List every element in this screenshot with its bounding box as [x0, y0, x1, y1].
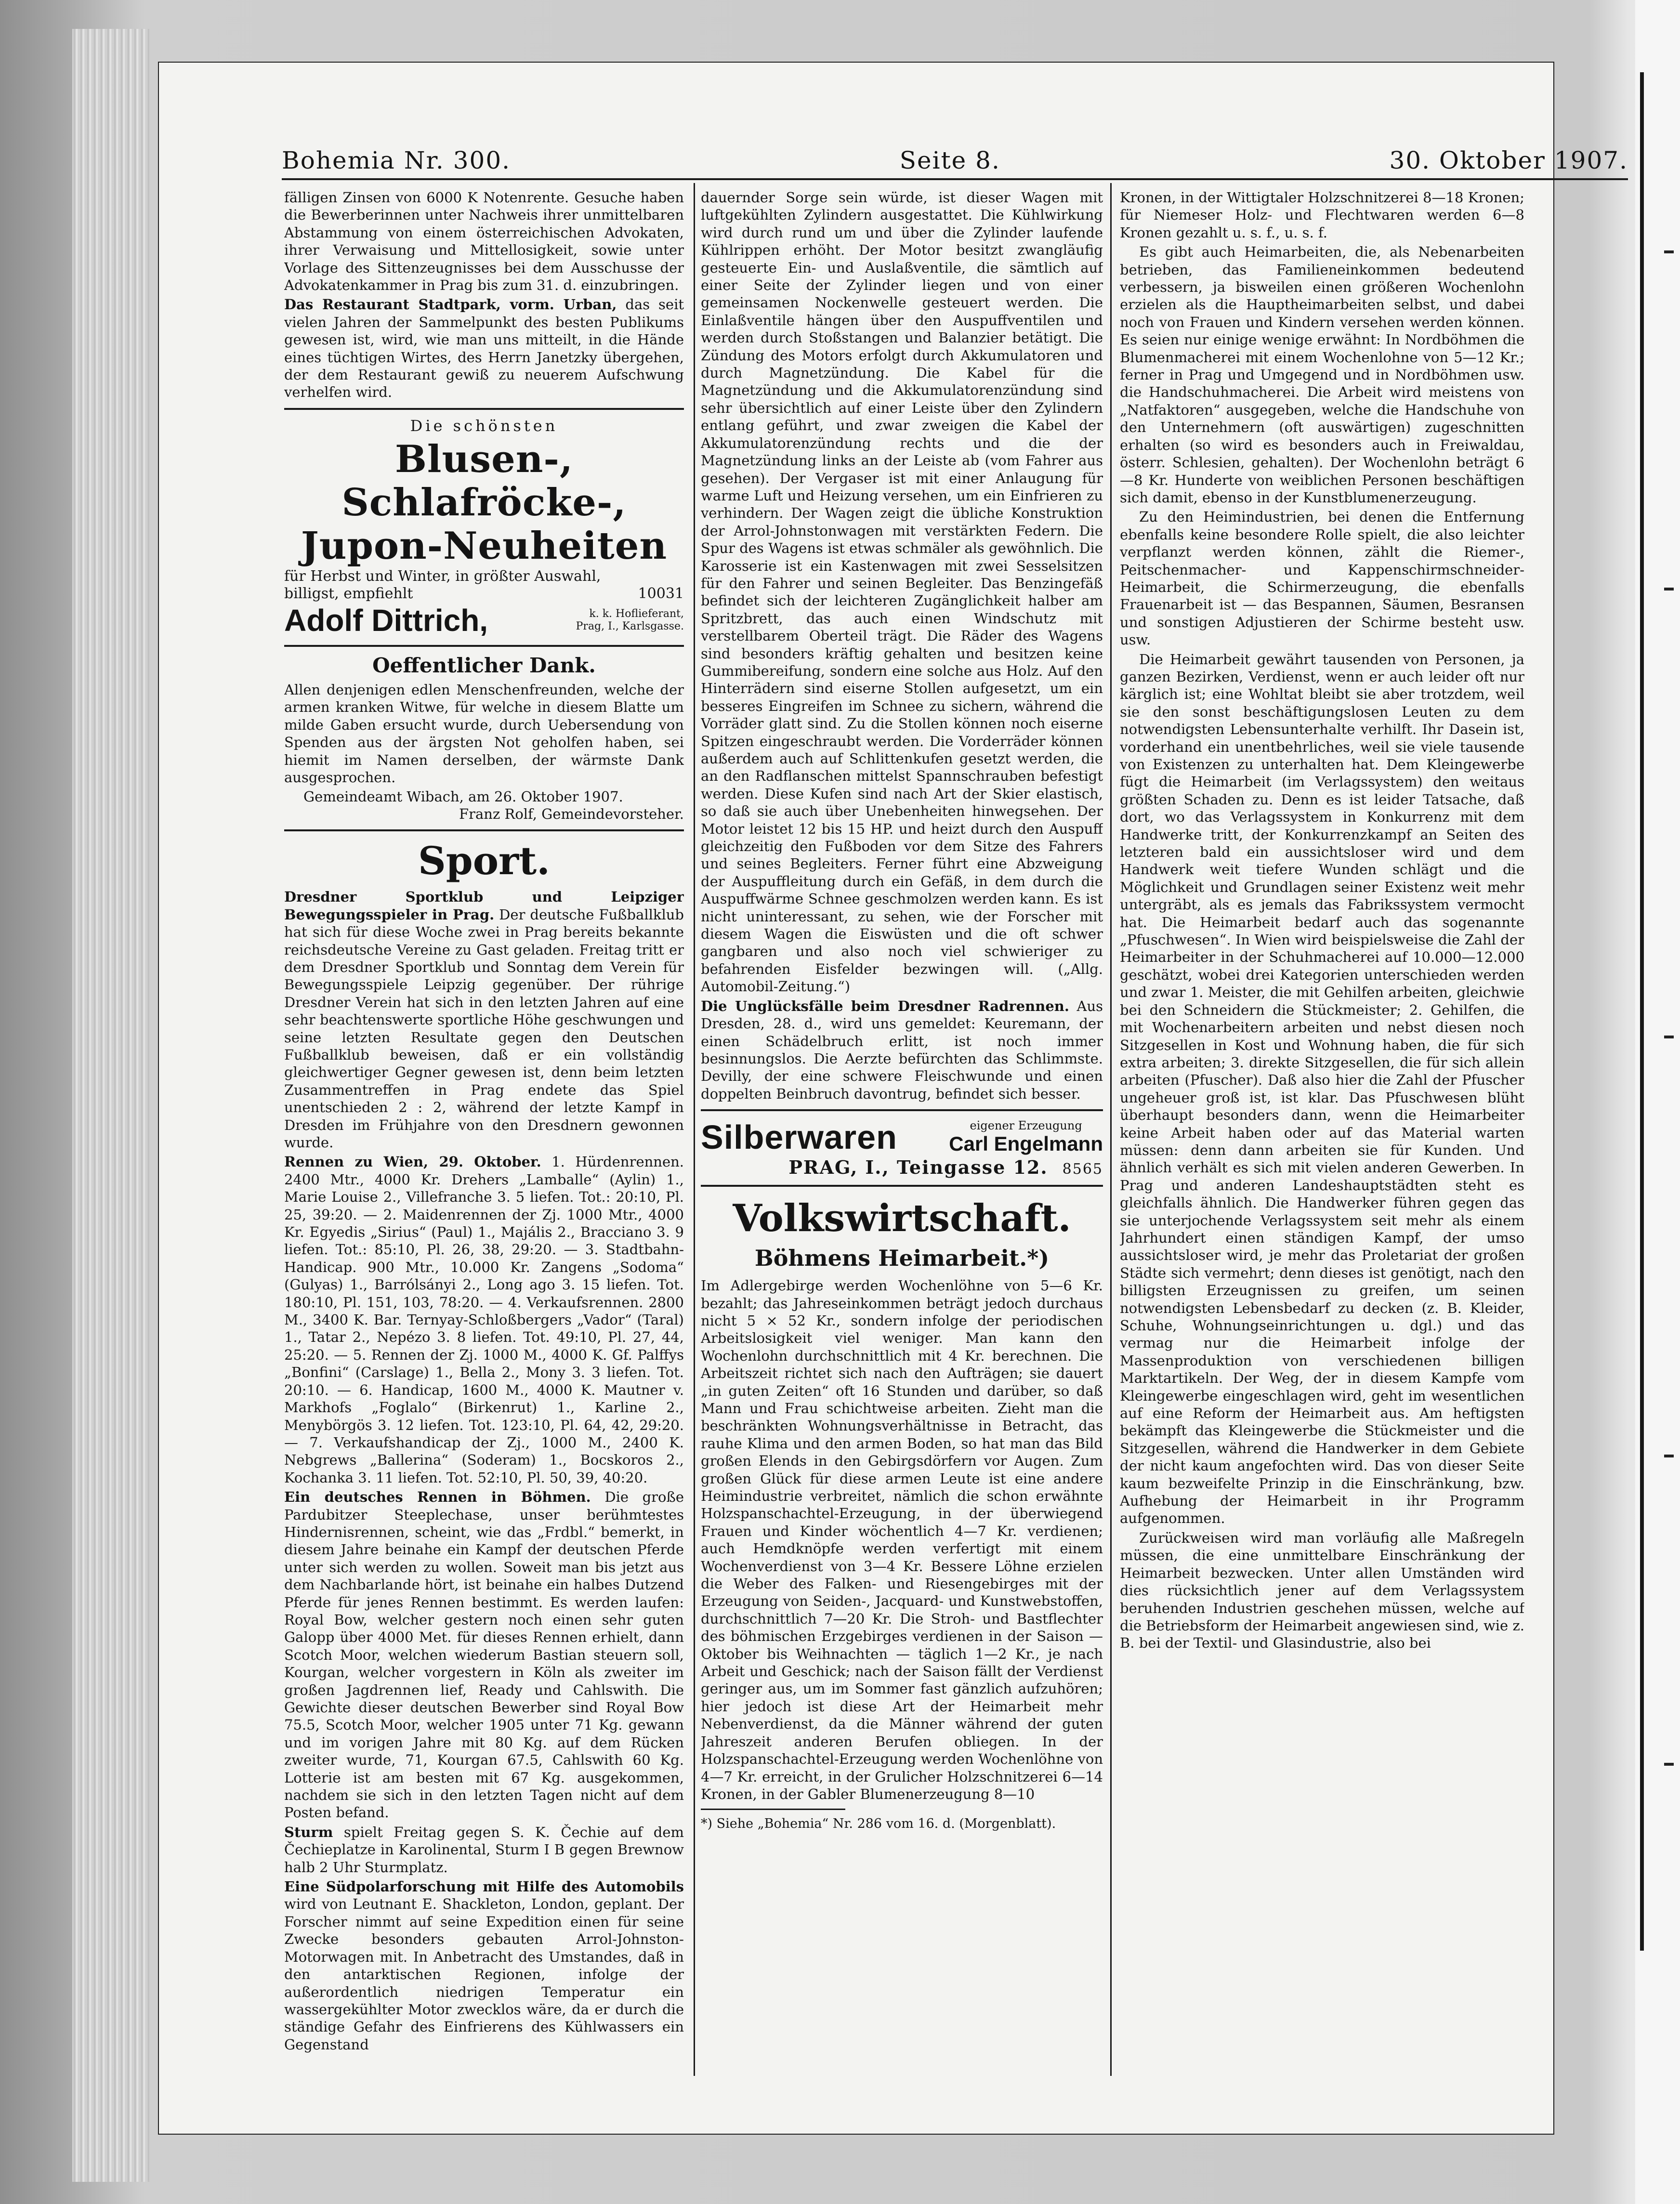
article-lead: Die Unglücksfälle beim Dresdner Radrennen. [701, 997, 1069, 1014]
section-title-sport: Sport. [418, 838, 551, 884]
article-lead: Das Restaurant Stadtpark, vorm. Urban, [284, 296, 617, 313]
article-lead: Sturm [284, 1824, 333, 1840]
article-paragraph [284, 296, 684, 401]
adjacent-page-mark [1664, 1763, 1674, 1766]
footnote: *) Siehe „Bohemia“ Nr. 286 vom 16. d. (Morgenblatt). [701, 1816, 1056, 1832]
adjacent-page-mark [1664, 1036, 1674, 1038]
ad-kicker: Die schönsten [410, 416, 558, 435]
header-page-number: Seite 8. [899, 146, 1000, 174]
adjacent-page-rule [1640, 72, 1644, 1951]
notice-signature: Gemeindeamt Wibach, am 26. Oktober 1907. [303, 788, 623, 805]
article-lead: Eine Südpolarforschung mit Hilfe des Automobils [284, 1878, 684, 1895]
ad-company-details [576, 608, 684, 633]
divider [701, 1185, 1103, 1187]
article-text: fälligen Zinsen von 6000 K Notenrente. Gesuche haben die Bewerberinnen unter Nachweis ihrer unmittelbaren Abstammung von einem österreichischen Advokaten, ihrer Verwaisung und Mittellosigkeit, sowie unter Vorlage des Sittenzeugnisses bei dem Ausschusse der Advokatenkammer in Prag bis zum 31. d. einzubringen. [284, 189, 684, 294]
article-text: Zurückweisen wird man vorläufig alle Maßregeln müssen, die eine unmittelbare Einschränkung der Heimarbeit bezwecken. Unter allen Umständen wird dies rücksichtlich jener auf dem Verlagssystem beruhenden Industrien geschehen müssen, welche auf die Betriebsform der Heimarbeit angewiesen sind, wie z. B. bei der Textil- und Glasindustrie, also bei [1120, 1529, 1524, 1652]
article-paragraph [284, 888, 684, 1151]
article-paragraph [284, 1824, 684, 1876]
divider [284, 645, 684, 647]
notice-text: Allen denjenigen edlen Menschenfreunden, welche der armen kranken Witwe, für welche in diesem Blatte um milde Gaben ersucht wurde, durch Uebersendung von Spenden aus der ärgsten Not geholfen haben, sei hiemit im Namen derselben, der wärmste Dank ausgesprochen. [284, 681, 684, 786]
article-text: Es gibt auch Heimarbeiten, die, als Nebenarbeiten betrieben, das Familieneinkommen bedeutend verbessern, ja bisweilen einen größeren Wochenlohn erzielen als die Hauptheimarbeiten selbst, und dabei noch von Frauen und Kindern versehen werden können. Es seien nur einige wenige erwähnt: In Nordböhmen die Blumenmacherei mit einem Wochenlohne von 5—12 Kr.; ferner in Prag und Umgegend und in Nordböhmen usw. die Handschuhmacherei. Die Arbeit wird meistens von „Natfaktoren“ ausgegeben, welche die Handschuhe von den Unternehmern (oft auswärtigen) zugeschnitten erhalten (so wird es besonders auch in Freiwaldau, österr. Schlesien, gehalten). Der Wochenlohn beträgt 6—8 Kr. Hunderte von weiblichen Personen beschäftigen sich damit, ebenso in der Kunstblumenerzeugung. [1120, 244, 1524, 506]
article-text: Zu den Heimindustrien, bei denen die Entfernung ebenfalls keine besondere Rolle spielt, die also leichter verpflanzt werden können, zählt die Riemer-, Peitschenmacher- und Kappenschirmschneider-Heimarbeit, die Schirmerzeugung, die ebenfalls Frauenarbeit ist — das Bespannen, Säumen, Besransen und sonstigen Adjustieren der Schirme besteht usw. usw. [1120, 509, 1524, 648]
ad-maker-block [949, 1119, 1103, 1155]
article-text: Die Heimarbeit gewährt tausenden von Personen, ja ganzen Bezirken, Verdienst, wenn er auch leider oft nur kärglich ist; eine Wohltat bleibt sie aber trotzdem, weil sie den sonst beschäftigungslosen Leuten zu dem notwendigsten Lebensunterhalte verhilft. Ihr Dasein ist, vorderhand ein unentbehrliches, weil sie viele tausende von Existenzen zu unterhalten hat. Dem Kleingewerbe fügt die Heimarbeit (im Verlagssystem) den weitaus größten Schaden zu. Denn es ist leider Tatsache, daß dort, wo das Verlagssystem in Konkurrenz mit dem Handwerke tritt, der Konkurrenzkampf an Seiten des letzteren bald ein aussichtsloser wird und dem Handwerk weit tiefere Wunden schlägt und die Möglichkeit und Grundlagen seiner Existenz weit mehr untergräbt, als es jemals das Fabrikssystem vermocht hat. Die Heimarbeit bedarf auch das sogenannte „Pfuschwesen“. In Wien wird beispielsweise die Zahl der Heimarbeiter in der Schuhmacherei auf 10.000—12.000 geschätzt, wobei drei Kategorien unterschieden werden und zwar 1. Meister, die mit Gehilfen arbeiten, gleichwie bei den Schneidern die Stückmeister; 2. Gehilfen, die mit Wochenarbeitern arbeiten und nebst diesen noch Sitzgesellen in Kost und Wohnung haben, die für sich extra arbeiten; 3. direkte Sitzgesellen, die für sich allein arbeiten (Pfuscher). Daß also hier die Zahl der Pfuscher ungeheuer groß ist, ist klar. Das Pfuschwesen blüht überhaupt besonders dann, wenn die Heimarbeiter keine Arbeit haben oder auf das Material warten müssen: denn dann arbeiten sie für Kunden. Und ähnlich verhält es sich mit vielen anderen Gewerben. In Prag und anderen Landeshauptstädten steht es gleichfalls ähnlich. Die Handwerker führen gegen das sie unterjochende Verlagssystem seit mehr als einem Jahrhundert einen ständigen Kampf, der umso aussichtsloser wird, je mehr das Proletariat der großen Städte sich vermehrt; denn dieses ist genötigt, nach den billigsten Erzeugnissen zu greifen, um seinen notwendigsten Lebensbedarf zu decken (z. B. Kleider, Schuhe, Wohnungseinrichtungen u. dgl.) und das vermag nur die Heimarbeit infolge der Massenproduktion von verschiedenen billigen Marktartikeln. Der Weg, der in diesem Kampfe vom Kleingewerbe eingeschlagen wird, geht im wesentlichen auf eine Reform der Heimarbeit aus. Am heftigsten bekämpft das Kleingewerbe die Stückmeister und die Sitzgesellen, während die Handwerker in dem Gebiete der nicht kaum angefochten wird. Das von dieser Seite kaum bezweifelte Prinzip in die Einschränkung, bzw. Aufhebung der Heimarbeit in ihr Programm aufgenommen. [1120, 651, 1524, 1527]
article-text: spielt Freitag gegen S. K. Čechie auf dem Čechieplatze in Karolinental, Sturm I B gegen Brewnow halb 2 Uhr Sturmplatz. [284, 1824, 684, 1876]
adjacent-page-edge [1635, 0, 1680, 2204]
ad-number: 8565 [1062, 1161, 1103, 1178]
ad-company-title: k. k. Hoflieferant, [589, 607, 684, 620]
article-text: wird von Leutnant E. Shackleton, London, geplant. Der Forscher nimmt auf seine Expedition einen für seine Zwecke besonders gebauten Arrol-Johnston-Motorwagen mit. In Anbetracht des Umstandes, daß in den antarktischen Regionen, infolge der außerordentlich niedrigen Temperatur ein wassergekühlter Motor zwecklos wäre, da er durch die ständige Gefahr des Einfrierens des Kühlwassers ein Gegenstand [284, 1896, 684, 2053]
notice-title: Oeffentlicher Dank. [372, 653, 596, 677]
section-title-volkswirtschaft: Volkswirtschaft. [733, 1196, 1071, 1241]
article-text: 1. Hürdenrennen. 2400 Mtr., 4000 Kr. Drehers „Lamballe“ (Aylin) 1., Marie Louise 2., Villefranche 3. 5 liefen. Tot.: 20:10, Pl. 25, 39:20. — 2. Maidenrennen der Zj. 1000 Mtr., 4000 Kr. Egyedis „Sirius“ (Paul) 1., Majális 2., Bracciano 3. 9 liefen. Tot.: 85:10, Pl. 26, 38, 29:20. — 3. Stadtbahn-Handicap. 900 Mtr., 10.000 Kr. Zangens „Sodoma“ (Gulyas) 1., Barrólsányi 2., Long ago 3. 15 liefen. Tot. 180:10, Pl. 151, 103, 78:20. — 4. Verkaufsrennen. 2800 M., 3400 K. Bar. Ternyay-Schloßbergers „Vador“ (Taral) 1., Tatar 2., Nepézo 3. 8 liefen. Tot. 49:10, Pl. 27, 44, 25:20. — 5. Rennen der Zj. 1000 M., 4000 K. Gf. Palffys „Bonfini“ (Carslage) 1., Bella 2., Mony 3. 3 liefen. Tot. 20:10. — 6. Handicap, 1600 M., 4000 K. Mautner v. Markhofs „Foglalo“ (Birkenrut) 1., Karline 2., Menybörgös 3. 12 liefen. Tot. 123:10, Pl. 64, 42, 29:20. — 7. Verkaufshandicap der Zj., 1000 M., 2400 K. Nebgrews „Ballerina“ (Soderam) 1., Bocskoros 2., Kochanka 3. 11 liefen. Tot. 52:10, Pl. 50, 39, 40:20. [284, 1154, 684, 1486]
article-text: Der deutsche Fußballklub hat sich für diese Woche zwei in Prag bereits bekannte reichsdeutsche Vereine zu Gast geladen. Freitag tritt er dem Dresdner Sportklub und Sonntag dem Verein für Bewegungsspiele Leipzig gegenüber. Der rührige Dresdner Verein hat sich in den letzten Jahren auf eine sehr beachtenswerte sportliche Höhe geschwungen und seine letzten Resultate gegen den Deutschen Fußballklub beweisen, daß er ein vollständig gleichwertiger Gegner gewesen ist, denn beim letzten Zusammentreffen in Prag endete das Spiel unentschieden 2 : 2, während der letzte Kampf in Dresden im Frühjahre von den Dresdnern gewonnen wurde. [284, 906, 684, 1151]
article-text: Die große Pardubitzer Steeplechase, unser berühmtestes Hindernisrennen, scheint, wie das „Frdbl.“ bemerkt, in diesem Jahre beinahe ein Kampf der deutschen Pferde unter sich werden zu wollen. Soweit man bis jetzt aus dem Nachbarlande hört, ist beinahe ein halbes Dutzend Pferde für jenes Rennen bestimmt. Es werden laufen: Royal Bow, welcher gestern noch einen sehr guten Galopp über 4000 Met. für dieses Rennen erhielt, dann Scotch Moor, welchen wiederum Bastian steuern soll, Kourgan, welcher vorgestern in Köln als zweiter im großen Jagdrennen lief, Ready und Cahlswith. Die Gewichte dieser deutschen Bewerber sind Royal Bow 75.5, Scotch Moor, welcher 1905 unter 71 Kg. gewann und im vorigen Jahre mit 80 Kg. auf dem Rücken zweiter wurde, 71, Kourgan 67.5, Cahlswith 60 Kg. Lotterie ist am besten mit 67 Kg. ausgekommen, nachdem sie sich in den letzten Tagen nicht auf dem Posten befand. [284, 1489, 684, 1821]
column-2 [701, 189, 1103, 2072]
column-3 [1120, 189, 1524, 2072]
divider [284, 829, 684, 831]
ad-address-row [701, 1156, 1103, 1178]
ad-text: für Herbst und Winter, in größter Auswahl, [284, 567, 601, 585]
ad-text: billigst, empfiehlt [284, 585, 413, 602]
column-1 [284, 189, 684, 2072]
header-rule [282, 178, 1628, 180]
article-lead: Rennen zu Wien, 29. Oktober. [284, 1154, 541, 1170]
article-paragraph [701, 997, 1103, 1102]
footnote-rule [701, 1809, 845, 1810]
book-spine [72, 29, 149, 2182]
divider [284, 408, 684, 410]
article-text: Kronen, in der Wittigtaler Holzschnitzerei 8—18 Kronen; für Niemeser Holz- und Flechtwaren werden 6—8 Kronen gezahlt u. s. f., u. s. f. [1120, 189, 1524, 241]
ad-header [701, 1118, 1103, 1156]
column-divider [1110, 183, 1112, 2076]
ad-address: PRAG, I., Teingasse 12. [788, 1156, 1048, 1179]
ad-number: 10031 [638, 585, 684, 602]
adjacent-page-mark [1664, 588, 1674, 590]
article-text: dauernder Sorge sein würde, ist dieser Wagen mit luftgekühlten Zylindern ausgestattet. Die Kühlwirkung wird durch rund um und über die Zylinder laufende Kühlrippen erhöht. Der Motor besitzt zwangläufig gesteuerte Ein- und Auslaßventile, die sämtlich auf einer Seite der Zylinder liegen und von einer gemeinsamen Nockenwelle gesteuert werden. Die Einlaßventile hängen über den Auspuffventilen und werden durch Stoßstangen und Balanzier betätigt. Die Zündung des Motors erfolgt durch Akkumulatoren und durch Magnetzündung. Die Kabel für die Magnetzündung und die Akkumulatorenzündung sind sehr übersichtlich auf einer Leiste über den Zylindern entlang geführt, und zwar zweigen die Kabel der Akkumulatorenzündung rechts und die der Magnetzündung links an der Leiste ab (vom Fahrer aus gesehen). Der Vergaser ist mit einer Anlaugung für warme Luft und Heizung versehen, um ein Einfrieren zu verhindern. Der Wagen zeigt die übliche Konstruktion der Arrol-Johnstonwagen mit verstärkten Federn. Die Spur des Wagens ist etwas schmäler als gewöhnlich. Die Karosserie ist ein Kastenwagen mit zwei Sesselsitzen für den Fahrer und seinen Begleiter. Das Benzingefäß befindet sich der leichteren Zugänglichkeit halber am Spritzbrett, das auch einen Windschutz mit verstellbarem Oberteil trägt. Die Räder des Wagens sind besonders kräftig gehalten und besitzen keine Gummibereifung, sondern eine solche aus Holz. Auf den Hinterrädern sind eiserne Stollen aufgesetzt, um ein besseres Eingreifen im Schnee zu sichern, während die Vorräder glatt sind. Zu die Stollen können noch eiserne Spitzen eingeschraubt werden. Die Vorderräder können außerdem auch auf Schlittenkufen gesetzt werden, die an den Radflanschen mittelst Spannschrauben befestigt werden. Diese Kufen sind nach Art der Skier elastisch, so daß sie auch über Unebenheiten hinwegsehen. Der Motor leistet 12 bis 15 HP. und heizt durch den Auspuff gleichzeitig den Fußboden vor dem Sitze des Fahrers und seines Begleiters. Ferner führt eine Abzweigung der Auspuffleitung durch ein Gefäß, in dem durch die Auspuffwärme Schnee geschmolzen werden kann. Es ist nicht uninteressant, zu sehen, wie der Forscher mit diesem Wagen die Eiswüsten und die oft schwer gangbaren und also noch viel schwieriger zu befahrenden Eisfelder bezwingen will. („Allg. Automobil-Zeitung.“) [701, 189, 1103, 995]
column-divider [694, 183, 695, 2076]
divider [701, 1109, 1103, 1111]
article-paragraph [284, 1153, 684, 1486]
article-title: Böhmens Heimarbeit.*) [754, 1245, 1050, 1272]
advertisement-dittrich [284, 417, 684, 638]
ad-company-name: Adolf Dittrich, [284, 603, 488, 638]
article-lead: Ein deutsches Rennen in Böhmen. [284, 1489, 591, 1506]
ad-title: Blusen-, Schlafröcke-, [341, 437, 627, 525]
page-header [282, 145, 1628, 174]
ad-company-address: Prag, I., Karlsgasse. [576, 620, 684, 632]
article-lead: Dresdner Sportklub und Leipziger Bewegungsspieler in Prag. [284, 889, 684, 923]
adjacent-page-mark [1664, 250, 1674, 253]
ad-title: Silberwaren [701, 1118, 897, 1156]
article-text: das seit vielen Jahren der Sammelpunkt des besten Publikums gewesen ist, wird, wie man uns mitteilt, in die Hände eines tüchtigen Wirtes, des Herrn Janetzky übergehen, der dem Restaurant gewiß zu neuerem Aufschwung verhelfen wird. [284, 296, 684, 401]
ad-tagline: eigener Erzeugung [970, 1119, 1082, 1133]
ad-signature [284, 603, 684, 638]
notice-signature: Franz Rolf, Gemeindevorsteher. [459, 806, 684, 823]
ad-title: Jupon-Neuheiten [301, 524, 668, 568]
newspaper-page [159, 63, 1628, 2134]
header-date: 30. Oktober 1907. [1389, 146, 1628, 174]
ad-company-name: Carl Engelmann [949, 1132, 1103, 1155]
advertisement-engelmann [701, 1118, 1103, 1178]
ad-text-row [284, 585, 684, 603]
adjacent-page-mark [1664, 1455, 1674, 1457]
article-text: Im Adlergebirge werden Wochenlöhne von 5—6 Kr. bezahlt; das Jahreseinkommen beträgt jedoch durchaus nicht 5 × 52 Kr., sondern infolge der periodischen Arbeitslosigkeit viel weniger. Man kann den Wochenlohn durchschnittlich mit 4 Kr. berechnen. Die Arbeitszeit richtet sich nach den Aufträgen; sie dauert „in guten Zeiten“ oft 16 Stunden und darüber, so daß Mann und Frau schichtweise arbeiten. Zieht man die beschränkten Wohnungsverhältnisse in Betracht, das rauhe Klima und den armen Boden, so hat man das Bild großen Elends in den Gebirgsdörfern vor Augen. Zum großen Glück für diese armen Leute ist eine andere Heimindustrie verbreitet, nämlich die schon erwähnte Holzspanschachtel-Erzeugung, in der überwiegend Frauen und Kinder wöchentlich 4—7 Kr. verdienen; auch Hemdknöpfe werden verfertigt mit einem Wochenverdienst von 3—4 Kr. Bessere Löhne erzielen die Weber des Falken- und Riesengebirges mit der Erzeugung von Seiden-, Jacquard- und Kunstwebstoffen, durchschnittlich 7—20 Kr. Die Stroh- und Bastflechter des böhmischen Erzgebirges verdienen in der Saison — Oktober bis Weihnachten — täglich 1—2 Kr., je nach Arbeit und Geschick; nach der Saison fällt der Verdienst geringer aus, um im Sommer fast gänzlich aufzuhören; hier jedoch ist diese Art der Heimarbeit mehr Nebenverdienst, da die Männer während der guten Jahreszeit anderen Berufen obliegen. In der Holzspanschachtel-Erzeugung werden Wochenlöhne von 4—7 Kr. erreicht, in der Grulicher Holzschnitzerei 6—14 Kronen, in der Gabler Blumenerzeugung 8—10 [701, 1277, 1103, 1802]
article-paragraph [284, 1878, 684, 2053]
article-text: Aus Dresden, 28. d., wird uns gemeldet: Keuremann, der einen Schädelbruch erlitt, ist noch immer besinnungslos. Die Aerzte befürchten das Schlimmste. Devilly, der eine schwere Fleischwunde und einen doppelten Beinbruch davontrug, befindet sich besser. [701, 997, 1103, 1102]
header-publication: Bohemia Nr. 300. [282, 146, 511, 174]
article-paragraph [284, 1488, 684, 1822]
